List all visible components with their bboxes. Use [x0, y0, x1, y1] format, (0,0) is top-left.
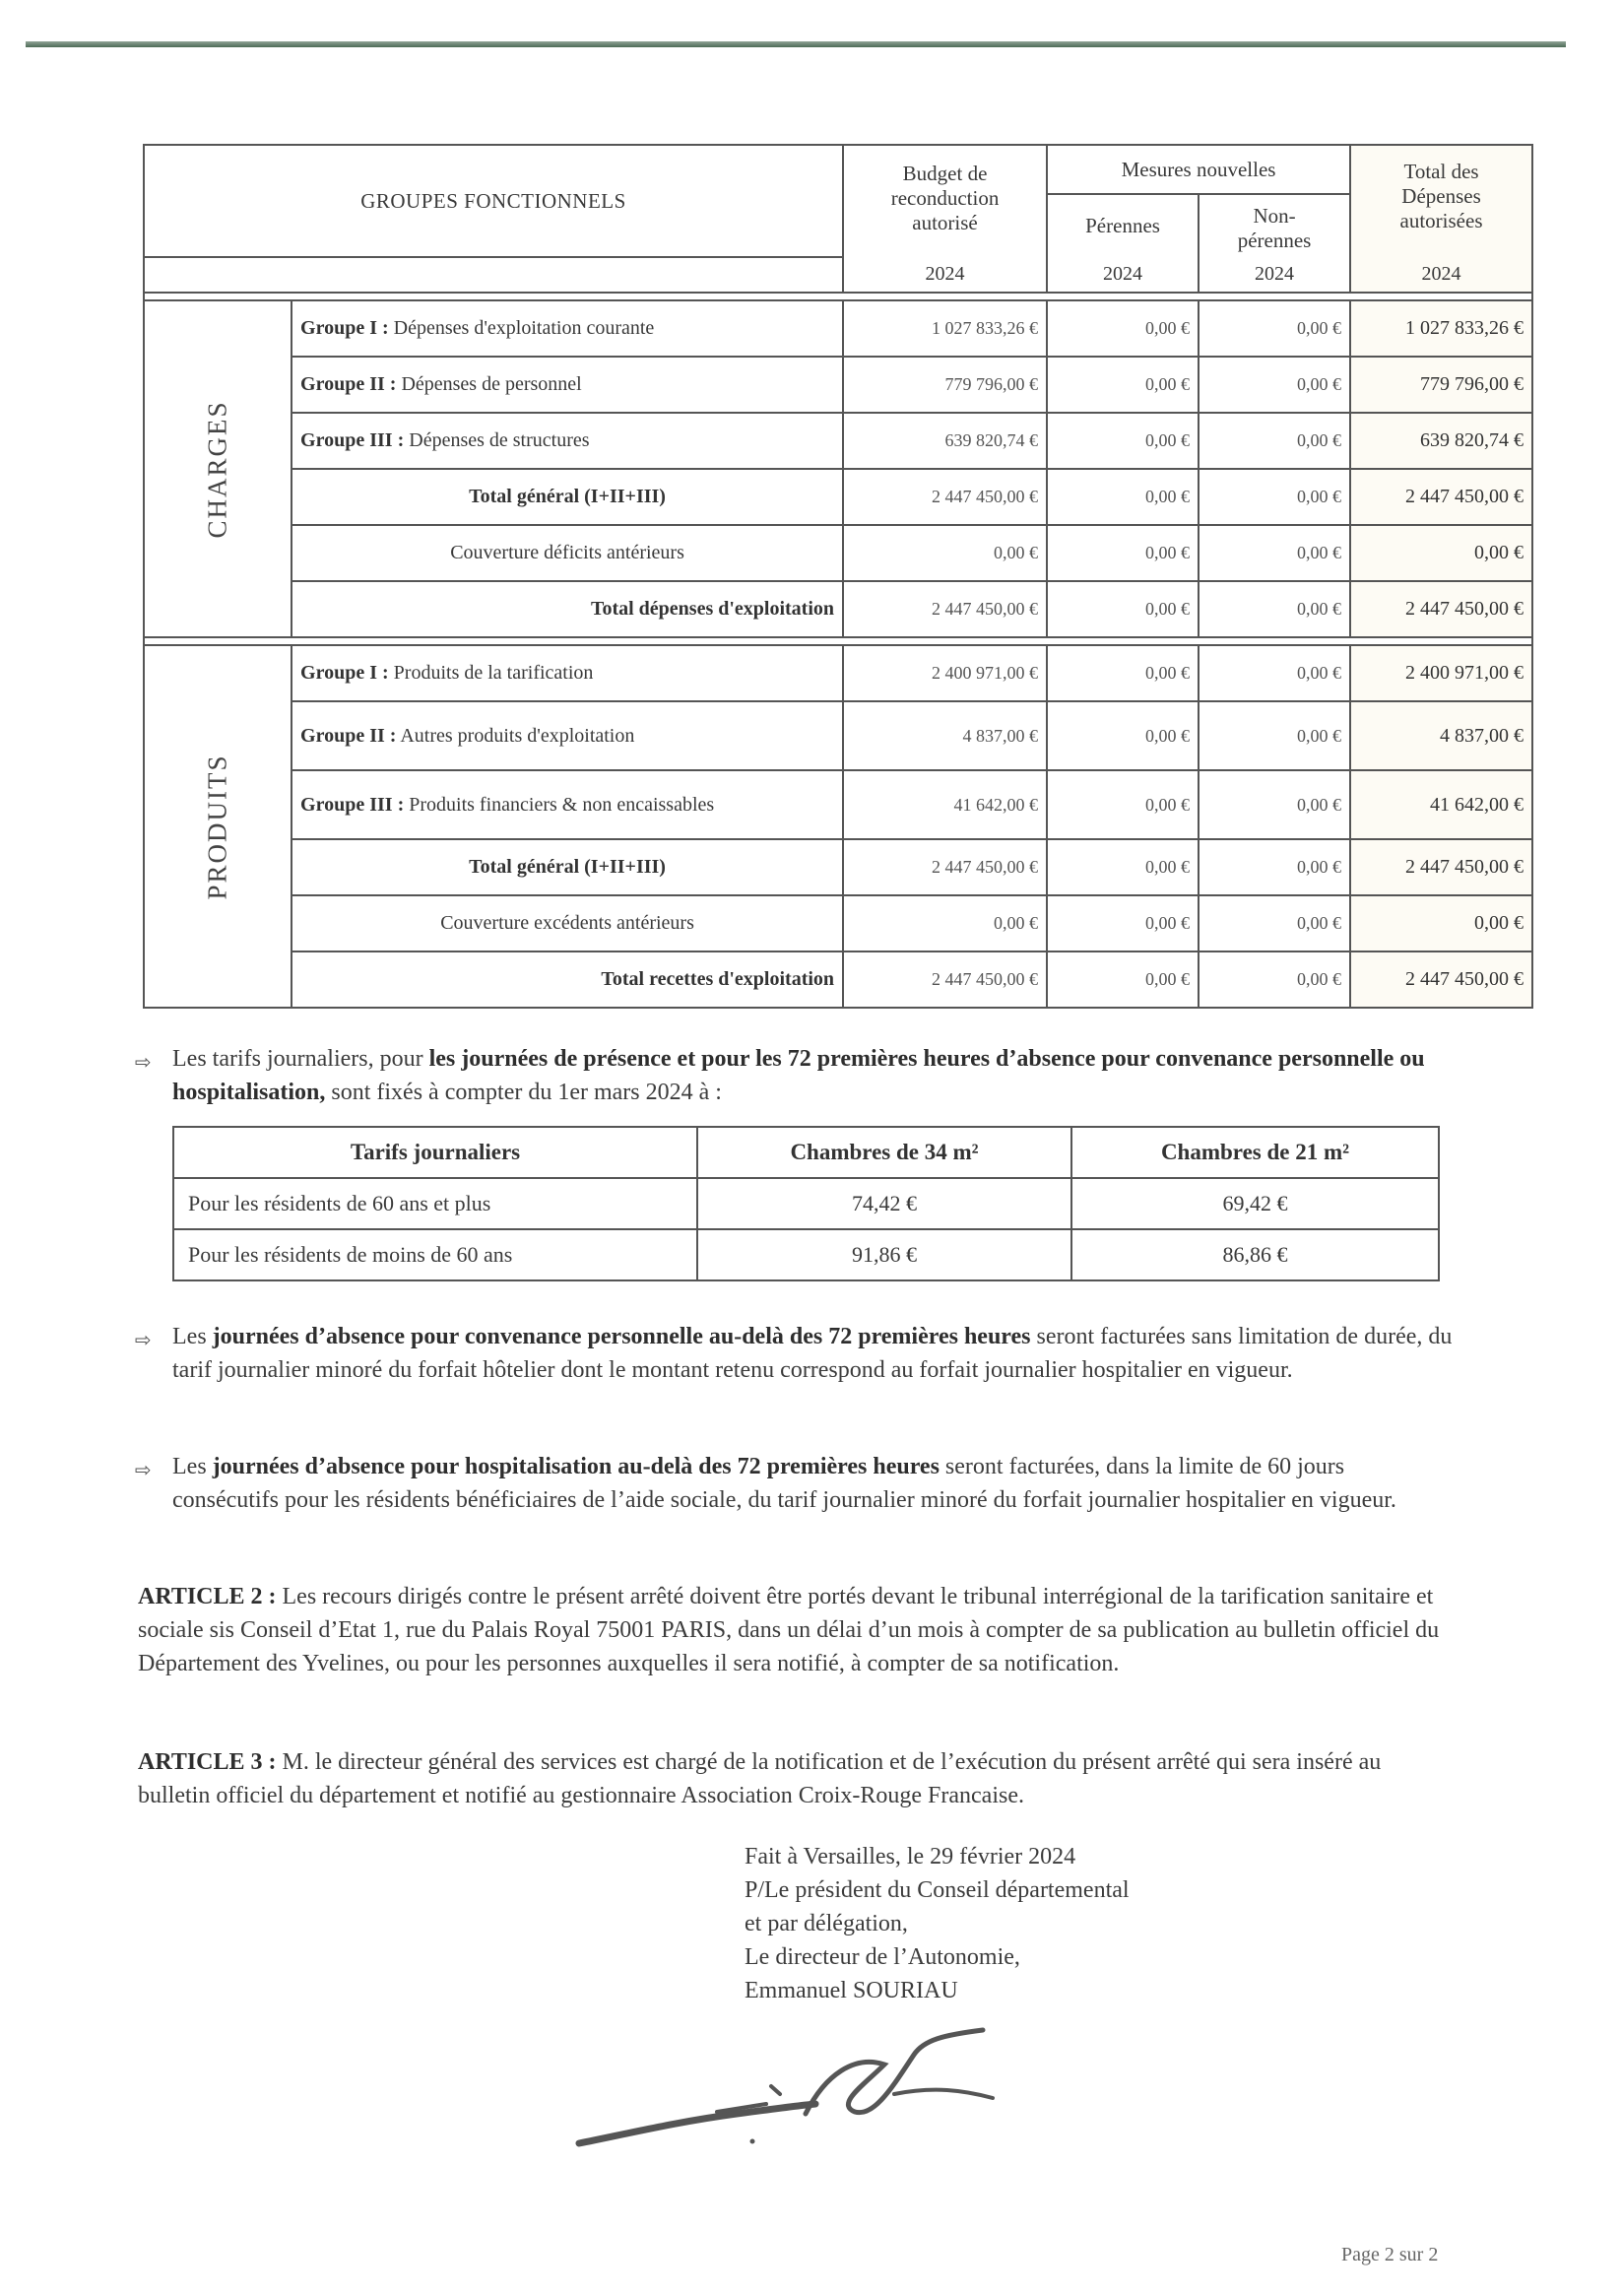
article-2-label: ARTICLE 2 : — [138, 1584, 277, 1609]
year-budget: 2024 — [843, 257, 1047, 293]
top-rule — [26, 41, 1566, 47]
produits-row: PRODUITS Groupe I : Produits de la tarification 2 400 971,00 € 0,00 € 0,00 € 2 400 971,00 € — [144, 645, 1532, 701]
year-perennes: 2024 — [1047, 257, 1199, 293]
charges-row: Groupe III : Dépenses de structures 639 820,74 € 0,00 € 0,00 € 639 820,74 € — [144, 413, 1532, 469]
year-non-perennes: 2024 — [1199, 257, 1350, 293]
arrow-icon: ⇨ — [135, 1328, 152, 1351]
arrow-icon: ⇨ — [135, 1458, 152, 1481]
handwritten-signature — [569, 1996, 1003, 2163]
charges-row: Groupe II : Dépenses de personnel 779 796,00 € 0,00 € 0,00 € 779 796,00 € — [144, 357, 1532, 413]
header-mesures: Mesures nouvelles — [1047, 145, 1350, 194]
article-3: ARTICLE 3 : M. le directeur général des services est chargé de la notification et de l’exécution du présent arrêté qui sera inséré au bulletin officiel du département et notifié au gestionnaire Association Croix-Rouge Francaise. — [138, 1749, 1382, 1808]
page-number: Page 2 sur 2 — [1341, 2244, 1439, 2265]
year-total: 2024 — [1350, 257, 1532, 293]
produits-exploitation-row: Total recettes d'exploitation 2 447 450,00 € 0,00 € 0,00 € 2 447 450,00 € — [144, 951, 1532, 1008]
charges-label: CHARGES — [144, 300, 292, 637]
charges-total-row: Total général (I+II+III) 2 447 450,00 € 0,00 € 0,00 € 2 447 450,00 € — [144, 469, 1532, 525]
tarifs-header-row: Tarifs journaliers Chambres de 34 m² Chambres de 21 m² — [173, 1127, 1439, 1178]
produits-total-row: Total général (I+II+III) 2 447 450,00 € 0,00 € 0,00 € 2 447 450,00 € — [144, 839, 1532, 895]
produits-label: PRODUITS — [144, 645, 292, 1008]
charges-row: CHARGES Groupe I : Dépenses d'exploitation courante 1 027 833,26 € 0,00 € 0,00 € 1 027 833,26 € — [144, 300, 1532, 357]
article-2: ARTICLE 2 : Les recours dirigés contre le présent arrêté doivent être portés devant le tribunal interrégional de la tarification sanitaire et sociale sis Conseil d’Etat 1, rue du Palais Royal 75001 PARIS, dans un délai d’un mois à compter de sa publication au bulletin officiel du Département des Yvelines, ou pour les personnes auxquelles il sera notifié, à compter de sa notification. — [138, 1584, 1440, 1676]
signature-block: Fait à Versailles, le 29 février 2024 P/Le président du Conseil départemental et par délégation, Le directeur de l’Autonomie, Emmanuel SOURIAU — [745, 1844, 1130, 2003]
paragraph-absence-convenance: Les journées d’absence pour convenance personnelle au-delà des 72 premières heures seront facturées sans limitation de durée, du tarif journalier minoré du forfait hôtelier dont le montant retenu correspond au forfait journalier hospitalier en vigueur. — [172, 1324, 1453, 1383]
paragraph-tarifs: Les tarifs journaliers, pour les journées de présence et pour les 72 premières heures d’absence pour convenance personnelle ou hospitalisation, sont fixés à compter du 1er mars 2024 à : — [172, 1046, 1425, 1105]
paragraph-absence-hospitalisation: Les journées d’absence pour hospitalisation au-delà des 72 premières heures seront facturées, dans la limite de 60 jours consécutifs pour les résidents bénéficiaires de l’aide sociale, du tarif journalier minoré du forfait journalier hospitalier en vigueur. — [172, 1454, 1396, 1513]
produits-row: Groupe II : Autres produits d'exploitation 4 837,00 € 0,00 € 0,00 € 4 837,00 € — [144, 701, 1532, 770]
tarifs-table — [172, 1126, 1440, 1281]
header-groupes: GROUPES FONCTIONNELS — [144, 145, 843, 257]
produits-row: Groupe III : Produits financiers & non encaissables 41 642,00 € 0,00 € 0,00 € 41 642,00 € — [144, 770, 1532, 839]
arrow-icon: ⇨ — [135, 1050, 152, 1074]
article-3-label: ARTICLE 3 : — [138, 1749, 277, 1775]
header-non-perennes: Non- pérennes — [1199, 194, 1350, 257]
header-total: Total des Dépenses autorisées — [1350, 145, 1532, 257]
header-budget: Budget de reconduction autorisé — [843, 145, 1047, 257]
charges-deficit-row: Couverture déficits antérieurs 0,00 € 0,00 € 0,00 € 0,00 € — [144, 525, 1532, 581]
header-perennes: Pérennes — [1047, 194, 1199, 257]
tarifs-row: Pour les résidents de moins de 60 ans 91,86 € 86,86 € — [173, 1229, 1439, 1280]
budget-table — [143, 144, 1533, 1009]
tarifs-row: Pour les résidents de 60 ans et plus 74,42 € 69,42 € — [173, 1178, 1439, 1229]
charges-exploitation-row: Total dépenses d'exploitation 2 447 450,00 € 0,00 € 0,00 € 2 447 450,00 € — [144, 581, 1532, 637]
produits-excedent-row: Couverture excédents antérieurs 0,00 € 0,00 € 0,00 € 0,00 € — [144, 895, 1532, 951]
